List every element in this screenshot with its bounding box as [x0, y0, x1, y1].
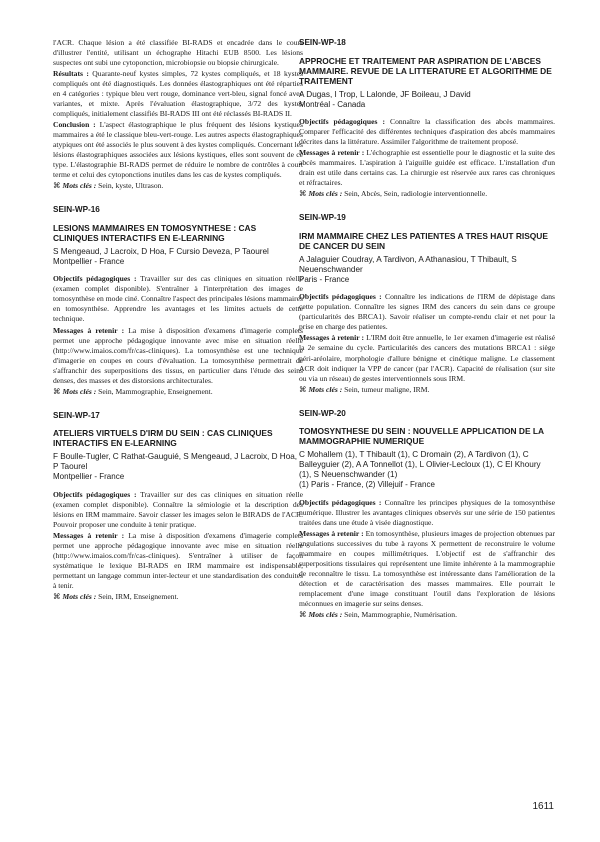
messages-paragraph: Messages à retenir : L'IRM doit être annuelle, le 1er examen d'imagerie est réalisé la 2e semaine du cycle. Particularités des cancers des mutations BRCA1 : siège péri-aréolaire, morphologie d'allure bénigne et cinétique maligne. Le classement ACR doit indiquer la VPP de cancer (par l'ACR). Capacité de réalisation (sur site ou via un réseau) de gestes interventionnels sous IRM. [299, 333, 555, 383]
page-number: 1611 [532, 801, 554, 812]
messages-paragraph: Messages à retenir : L'échographie est essentielle pour le diagnostic et la suite des abcès mammaires. L'aspiration à l'aiguille guidée est efficace. L'installation d'un drain est utile dans certains cas. La chirurgie est réservée aux rares cas chroniques et réfractaires. [299, 148, 555, 188]
abstract-authors: S Mengeaud, J Lacroix, D Hoa, F Cursio Deveza, P Taourel [53, 246, 269, 256]
keywords-line: ⌘ Mots clés : Sein, Abcès, Sein, radiologie interventionnelle. [299, 189, 488, 199]
abstract-sein-wp-20 [299, 409, 555, 620]
keywords-line: ⌘ Mots clés : Sein, kyste, Ultrason. [53, 181, 164, 191]
abstract-code: SEIN-WP-18 [299, 38, 346, 47]
abstract-sein-wp-16 [53, 205, 303, 396]
left-column [53, 38, 303, 616]
abstract-affiliation: Paris - France [299, 274, 350, 284]
keywords-marker: ⌘ [53, 386, 61, 396]
abstract-sein-wp-17 [53, 411, 303, 602]
right-column [299, 38, 555, 634]
abstract-affiliation: Montpellier - France [53, 256, 125, 266]
objectives-paragraph: Objectifs pédagogiques : Connaître les principes physiques de la tomosynthèse numérique. Illustrer les avantages cliniques observés sur une série de 150 patientes traitées dans une étude à visée diagnostique. [299, 497, 556, 527]
keywords-line: ⌘ Mots clés : Sein, Mammographie, Enseignement. [53, 386, 213, 396]
keywords-marker: ⌘ [53, 591, 61, 601]
abstract-code: SEIN-WP-20 [299, 408, 346, 418]
keywords-line: ⌘ Mots clés : Sein, tumeur maligne, IRM. [299, 384, 430, 394]
abstract-authors: F Boulle-Tugler, C Rathat-Gauguié, S Mengeaud, J Lacroix, D Hoa, P Taourel [53, 452, 298, 472]
objectives-paragraph: Objectifs pédagogiques : Travailler sur des cas cliniques en situation réelle (examen complet disponible). S'entraîner à l'interprétation des images de tomosynthèse en mode ciné. Connaître l'aspect des principales lésions mammaires en tomosynthèse. Apprendre les avantages et les limites actuels de cette technique. [53, 274, 304, 324]
abstract-authors: C Mohallem (1), T Thibault (1), C Dromain (2), A Tardivon (1), C Balleyguier (2), A A Tonnellot (1), L Olivier-Lecloux (1), C El Khoury (1), S Neuenschwander (1) [299, 450, 541, 480]
abstract-title: APPROCHE ET TRAITEMENT PAR ASPIRATION DE L'ABCES MAMMAIRE. REVUE DE LA LITTERATURE ET ALGORITHME DE TRAITEMENT [299, 55, 552, 86]
results-label: Résultats : [53, 69, 89, 79]
abstract-title: TOMOSYNTHESE DU SEIN : NOUVELLE APPLICATION DE LA MAMMOGRAPHIE NUMERIQUE [299, 426, 544, 447]
results-paragraph: Résultats : Quarante-neuf kystes simples, 72 kystes compliqués, et 18 kystes compliqués ont été diagnostiqués. Les données élastographiques ont été réparties en 4 catégories : typique bleu vert rouge, dominance vert-bleu, signal foncé avec variantes, et mixte. Après l'évaluation élastographique, 3/72 des kystes compliqués, initialement classifiés BI-RADS III ont été réclassés BI-RADS II. [53, 69, 303, 119]
abstract-affiliation: Montpellier - France [53, 472, 125, 482]
keywords-marker: ⌘ [299, 189, 307, 199]
keywords-marker: ⌘ [299, 384, 307, 394]
keywords-label: Mots clés : [62, 181, 97, 191]
abstract-authors: A Dugas, I Trop, L Lalonde, JF Boileau, J David [299, 89, 471, 99]
abstract-title: IRM MAMMAIRE CHEZ LES PATIENTES A TRES HAUT RISQUE DE CANCER DU SEIN [299, 231, 548, 251]
objectives-paragraph: Objectifs pédagogiques : Travailler sur des cas cliniques en situation réelle (examen complet disponible). Connaître la sémiologie et la description des lésions en IRM mammaire. Savoir classer les images selon le BIRADS de l'ACR. Pouvoir proposer une conduite à tenir pratique. [53, 489, 304, 529]
messages-paragraph: Messages à retenir : La mise à disposition d'examens d'imagerie complets permet une approche pédagogique innovante avec mise en situation réelle (http://www.imaios.com/fr/cas-cliniques). La tomosynthèse est une technique d'imagerie en coupes en cours d'évaluation. La tomosynthèse permettrait de s'affranchir des superpositions des tissus, en particulier dans l'étude des seins denses, des masses et des distorsions architecturales. [53, 325, 303, 385]
abstract-continued [53, 38, 303, 191]
conclusion-paragraph: Conclusion : L'aspect élastographique le plus fréquent des lésions kystiques mammaires a été le classique bleu-vert-rouge. Les autres aspects élastographiques atypiques ont été associés le plus souvent à des kystes compliqués. Concernant les lésions élastographiques associées aux lésions kystiques, elles sont souvent de ce type. L'élastographie BI-RADS permet de réduire le nombre de contrôles à court terme et celui des cytoponctions inutiles dans les cas de kystes compliqués. [53, 120, 303, 180]
abstract-code: SEIN-WP-16 [53, 205, 100, 215]
abstract-title: ATELIERS VIRTUELS D'IRM DU SEIN : CAS CLINIQUES INTERACTIFS EN E-LEARNING [53, 428, 273, 449]
conclusion-label: Conclusion : [53, 120, 96, 130]
keywords-marker: ⌘ [299, 609, 307, 619]
keywords-marker: ⌘ [53, 181, 61, 191]
abstract-title: LESIONS MAMMAIRES EN TOMOSYNTHESE : CAS CLINIQUES INTERACTIFS EN E-LEARNING [53, 223, 257, 243]
abstract-sein-wp-19 [299, 213, 555, 394]
messages-paragraph: Messages à retenir : La mise à disposition d'examens d'imagerie complets permet une approche pédagogique innovante avec mise en situation réelle (http://www.imaios.com/fr/cas-cliniques). S'entraîner à utiliser de façon systématique le lexique BI-RADS en IRM mammaire est indispensable, permettant un langage commun inter-lecteur et une standardisation des conduites à tenir. [53, 530, 303, 590]
objectives-paragraph: Objectifs pédagogiques : Connaître les indications de l'IRM de dépistage dans cette population. Connaître les signes IRM des cancers du sein dans ce groupe (particularités des BRCA1). Savoir réaliser un compte-rendu clair et net pour la prise en charge des patientes. [299, 292, 555, 332]
abstract-code: SEIN-WP-19 [299, 213, 346, 223]
keywords-line: ⌘ Mots clés : Sein, IRM, Enseignement. [53, 591, 179, 601]
method-paragraph: l'ACR. Chaque lésion a été classifiée BI-RADS et encadrée dans le cours d'illustrer l'entité, utilisant un échographe Hitachi EUB 8500. Les lésions suspectes ont subi une cytoponction, microbiopsie ou biopsie chirurgicale. [53, 38, 303, 68]
abstract-sein-wp-18 [299, 38, 555, 199]
abstract-affiliation: (1) Paris - France, (2) Villejuif - France [299, 480, 435, 490]
messages-paragraph: Messages à retenir : En tomosynthèse, plusieurs images de projection obtenues par angulations successives du tube à rayons X permettent de reconstruire le volume mammaire en coupes millimétriques. L'objectif est de s'affranchir des superpositions tissulaires qui représentent une limite inhérente à la mammographie de reconnaître le tissu. La tomosynthèse est intéressante dans l'amélioration de la détection et de caractérisation des masses mammaires. Elle pourrait le remplacement d'une image constituant l'outil dans l'exploration de lésions méconnues en imagerie sur seins denses. [299, 528, 555, 608]
abstract-affiliation: Montréal - Canada [299, 99, 366, 109]
keywords-line: ⌘ Mots clés : Sein, Mammographie, Numérisation. [299, 609, 457, 619]
objectives-paragraph: Objectifs pédagogiques : Connaître la classification des abcès mammaires. Comparer l'efficacité des différentes techniques d'aspiration des abcès mammaires décrites dans la littérature. Assimiler l'algorithme de traitement proposé. [299, 117, 555, 147]
abstract-code: SEIN-WP-17 [53, 410, 100, 420]
abstract-authors: A Jalaguier Coudray, A Tardivon, A Athanasiou, T Thibault, S Neuenschwander [299, 254, 517, 274]
